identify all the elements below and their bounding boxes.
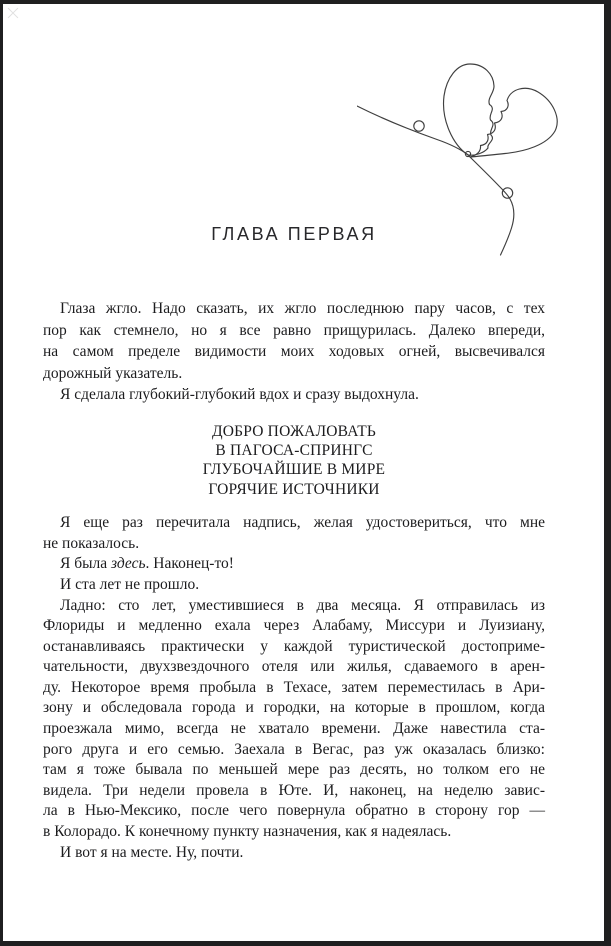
main-paragraphs (43, 513, 545, 863)
text-line: проезжала мимо, всегда не хватало времени. Даже навестила ста- (43, 720, 545, 738)
text-line: чательности, двухзвездочного отеля или жилья, сдаваемого в арен- (43, 658, 545, 676)
sign-line: ГОРЯЧИЕ ИСТОЧНИКИ (208, 480, 380, 498)
book-page (3, 4, 604, 941)
text-line: ла в Нью-Мексико, после чего повернула обратно в сторону гор — (43, 802, 545, 820)
butterfly-loop-left (414, 121, 424, 131)
sign-line: В ПАГОСА-СПРИНГС (215, 441, 373, 459)
text-line: зону и обследовала города и городки, на которые в прошлом, когда (43, 699, 545, 717)
text-line: Я сделала глубокий-глубокий вдох и сразу выдохнула. (60, 386, 419, 403)
corner-crop-mark (6, 6, 20, 20)
text-line: дорожный указатель. (43, 364, 183, 382)
text-line: рого друга и его семью. Заехала в Вегас, раз уж оказалась близко: (43, 740, 545, 758)
text-line: Я была здесь. Наконец-то! (60, 555, 234, 573)
butterfly-loop-right (502, 188, 512, 198)
text-column (43, 298, 545, 863)
text-line: Я еще раз перечитала надпись, желая удостовериться, что мне (60, 514, 545, 532)
text-line: останавливаясь практически у каждой туристической достоприме- (43, 637, 545, 655)
sign-line: ГЛУБОЧАЙШИЕ В МИРЕ (202, 461, 386, 479)
text-line: Глаза жгло. Надо сказать, их жгло последнюю пару часов, с тех (60, 300, 545, 317)
text-line: Флориды и медленно ехала через Алабаму, Миссури и Луизиану, (43, 617, 545, 635)
text-line: в Колорадо. К конечному пункту назначения, как я надеялась. (43, 823, 452, 841)
road-sign-text (43, 422, 545, 500)
butterfly-entry-line (357, 106, 469, 156)
text-line: И ста лет не прошло. (60, 575, 200, 593)
text-line: там я тоже бывала по меньшей мере раз десять, но толком его не (43, 761, 545, 779)
chapter-heading: ГЛАВА ПЕРВАЯ (211, 224, 377, 244)
text-line: видела. Три недели провела в Юте. И, наконец, на неделю завис- (43, 781, 545, 799)
text-line: на самом пределе видимости моих ходовых огней, высвечивался (43, 343, 545, 360)
text-line: И вот я на месте. Ну, почти. (60, 843, 244, 861)
text-line: не показалось. (43, 534, 140, 552)
text-line: Ладно: сто лет, уместившиеся в два месяца. Я отправилась из (60, 596, 545, 614)
text-line: ду. Некоторое время пробыла в Техасе, затем переместилась в Ари- (43, 678, 545, 696)
text-line: пор как стемнело, но я все равно прищурилась. Далеко впереди, (43, 321, 545, 339)
butterfly-left-wing (444, 64, 494, 155)
sign-line: ДОБРО ПОЖАЛОВАТЬ (211, 422, 377, 440)
opening-paragraphs (43, 298, 545, 406)
butterfly-right-wing (470, 88, 557, 157)
